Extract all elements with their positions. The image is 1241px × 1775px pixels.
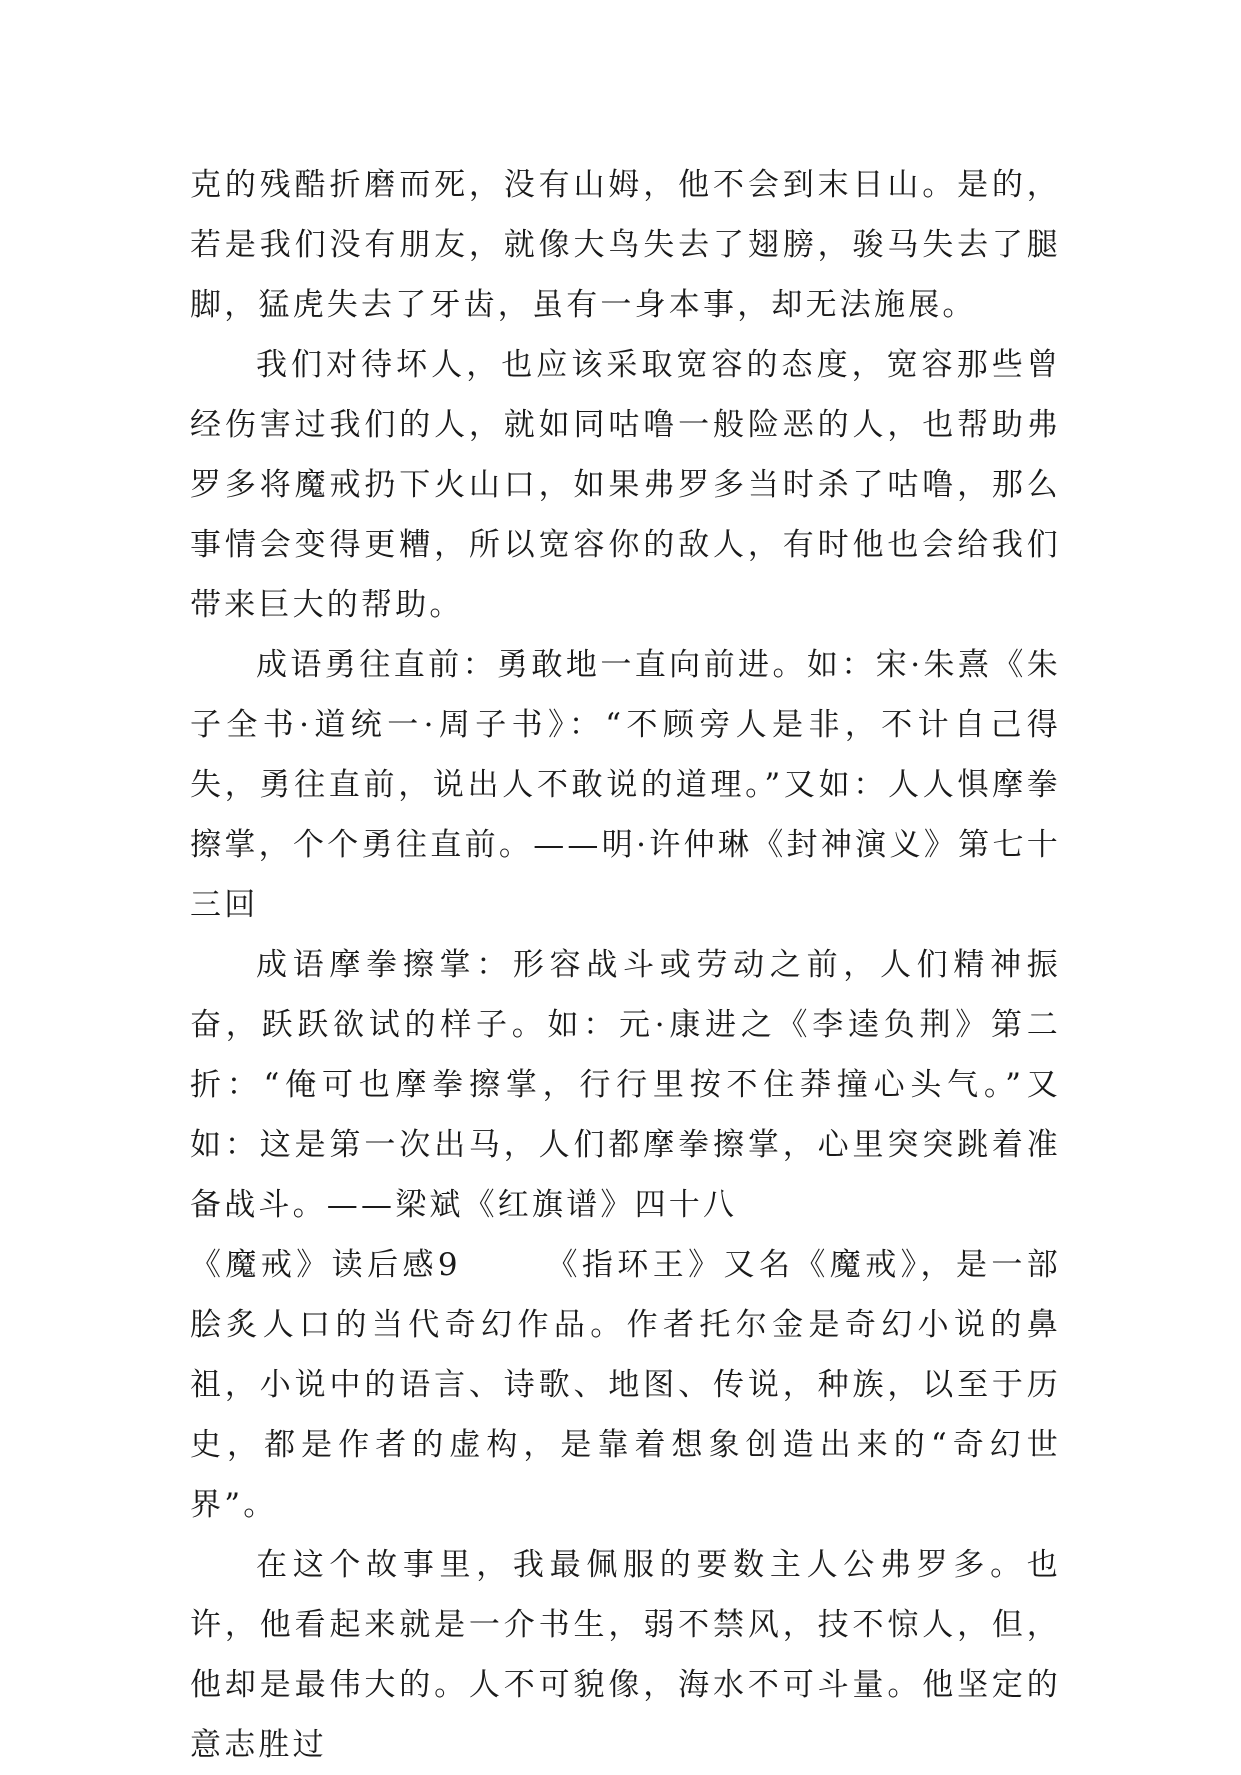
paragraph-idiom-2: 成语摩拳擦掌：形容战斗或劳动之前，人们精神振奋，跃跃欲试的样子。如：元·康进之《李逵负荆》第二折：“俺可也摩拳擦掌，行行里按不住莽撞心头气。”又如：这是第一次出马，人们都摩拳擦掌，心里突突跳着准备战斗。——梁斌《红旗谱》四十八 [190, 947, 1061, 1223]
paragraph-continuation: 克的残酷折磨而死，没有山姆，他不会到末日山。是的，若是我们没有朋友，就像大鸟失去了翅膀，骏马失去了腿脚，猛虎失去了牙齿，虽有一身本事，却无法施展。 [190, 167, 1061, 323]
paragraph-forgiveness: 我们对待坏人，也应该采取宽容的态度，宽容那些曾经伤害过我们的人，就如同咕噜一般险恶的人，也帮助弗罗多将魔戒扔下火山口，如果弗罗多当时杀了咕噜，那么事情会变得更糟，所以宽容你的敌人，有时他也会给我们带来巨大的帮助。 [190, 347, 1061, 623]
section-intro-text: 《指环王》又名《魔戒》，是一部脍炙人口的当代奇幻作品。作者托尔金是奇幻小说的鼻祖，小说中的语言、诗歌、地图、传说，种族，以至于历史，都是作者的虚构，是靠着想象创造出来的“奇幻世界”。 [190, 1247, 1061, 1523]
section-second-paragraph: 在这个故事里，我最佩服的要数主人公弗罗多。也许，他看起来就是一介书生，弱不禁风，技不惊人，但，他却是最伟大的。人不可貌像，海水不可斗量。他坚定的意志胜过 [190, 1547, 1061, 1763]
section-first-paragraph [190, 1235, 1061, 1535]
paragraph-idiom-1: 成语勇往直前：勇敢地一直向前进。如：宋·朱熹《朱子全书·道统一·周子书》：“不顾旁人是非，不计自己得失，勇往直前，说出人不敢说的道理。”又如：人人惧摩拳擦掌，个个勇往直前。——明·许仲琳《封神演义》第七十三回 [190, 647, 1061, 923]
section-title: 《魔戒》读后感9 [190, 1247, 461, 1283]
